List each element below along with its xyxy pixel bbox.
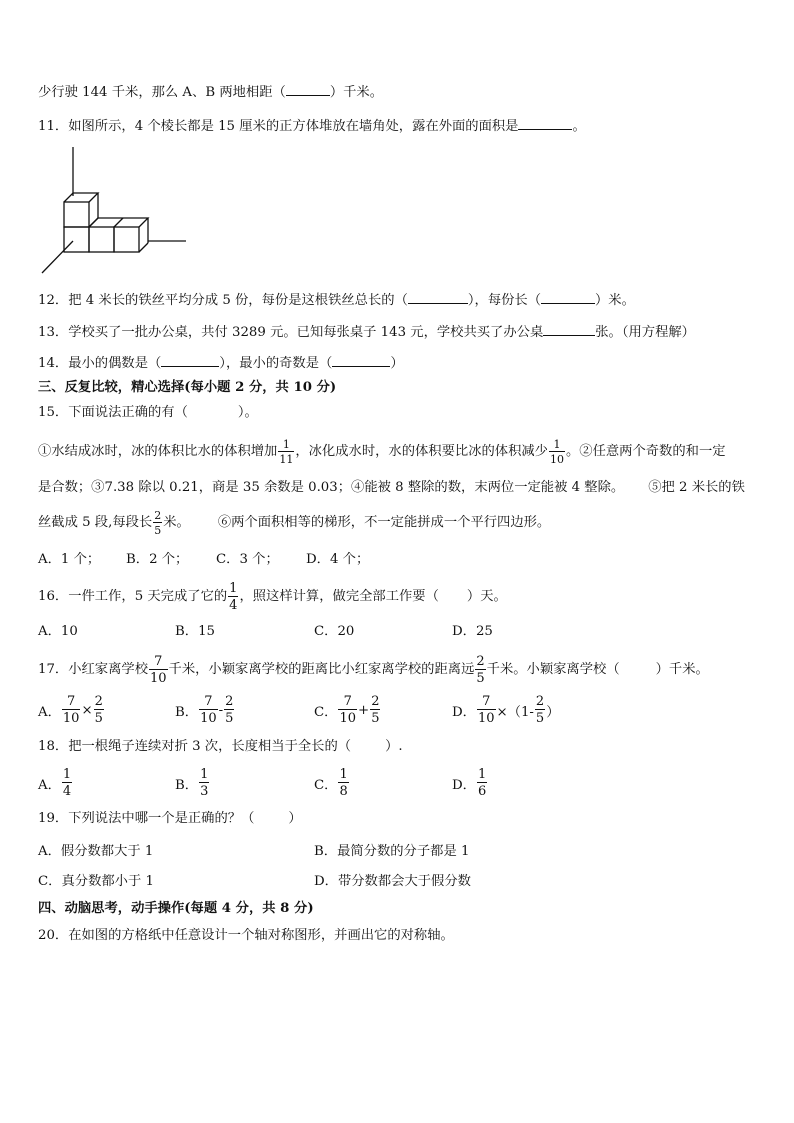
question-15-line-1: ①水结成冰时，冰的体积比水的体积增加 $\frac{1}{11}$ ，冰化成水时，水的体积要比冰的体积减少 $\frac{1}{10}$ 。②任意两个奇数的和一定 <box>38 437 726 466</box>
question-18: 18．把一根绳子连续对折 3 次，长度相当于全长的（ ）. <box>38 739 403 754</box>
answer-blank[interactable] <box>541 290 595 304</box>
answer-blank[interactable] <box>408 290 468 304</box>
question-16: 16．一件工作，5 天完成了它的 $\frac{1}{4}$ ，照这样计算，做完全部工作要（ ）天。 <box>38 580 507 613</box>
option-a[interactable]: A． $\frac{7}{10}$ × $\frac{2}{5}$ <box>38 694 103 726</box>
question-13: 13．学校买了一批办公桌，共付 3289 元。已知每张桌子 143 元，学校共买了办公桌 张。（用方程解） <box>38 322 695 343</box>
question-17-options <box>38 690 758 730</box>
option-c[interactable]: C． $\frac{7}{10}$ + $\frac{2}{5}$ <box>314 694 380 726</box>
option-c[interactable]: C．20 <box>314 624 355 639</box>
question-15-stem: 15．下面说法正确的有（ ）。 <box>38 405 258 420</box>
option-a[interactable]: A．假分数都大于 1 <box>38 844 154 859</box>
question-15-line-3: 丝截成 5 段,每段长 $\frac{2}{5}$ 米。 ⑥两个面积相等的梯形，不一定能拼成一个平行四边形。 <box>38 508 551 537</box>
question-12: 12．把 4 米长的铁丝平均分成 5 份，每份是这根铁丝总长的（ ），每份长（ ）米。 <box>38 290 635 311</box>
answer-blank[interactable] <box>518 116 572 130</box>
question-11: 11．如图所示，4 个棱长都是 15 厘米的正方体堆放在墙角处，露在外面的面积是 。 <box>38 116 586 137</box>
fraction: $\frac{1}{11}$ <box>279 437 294 466</box>
option-b[interactable]: B．最简分数的分子都是 1 <box>314 844 470 859</box>
option-d[interactable]: D． $\frac{7}{10}$ ×（1- $\frac{2}{5}$ ） <box>452 694 560 726</box>
question-20: 20．在如图的方格纸中任意设计一个轴对称图形，并画出它的对称轴。 <box>38 928 454 943</box>
answer-blank[interactable] <box>286 82 330 96</box>
option-a[interactable]: A．10 <box>38 624 78 639</box>
section-3-heading: 三、反复比较，精心选择(每小题 2 分，共 10 分) <box>38 380 337 395</box>
cubes-corner-figure <box>40 145 190 277</box>
answer-blank[interactable] <box>161 353 219 367</box>
question-17: 17．小红家离学校 $\frac{7}{10}$ 千米，小颖家离学校的距离比小红家离学校的距离远 $\frac{2}{5}$ 千米。小颖家离学校（ ）千米。 <box>38 653 709 686</box>
option-d[interactable]: D．带分数都会大于假分数 <box>314 874 471 889</box>
option-b[interactable]: B．2 个； <box>126 552 189 567</box>
fraction: $\frac{1}{10}$ <box>549 437 564 466</box>
option-a[interactable]: A．1 个； <box>38 552 101 567</box>
question-14: 14．最小的偶数是（ ），最小的奇数是（ ） <box>38 353 404 374</box>
answer-blank[interactable] <box>332 353 390 367</box>
question-19: 19．下列说法中哪一个是正确的？（ ） <box>38 811 302 826</box>
option-b[interactable]: B． $\frac{7}{10}$ - $\frac{2}{5}$ <box>175 694 234 726</box>
fraction: $\frac{7}{10}$ <box>150 653 167 686</box>
answer-blank[interactable] <box>543 322 595 336</box>
option-d[interactable]: D． $\frac{1}{6}$ <box>452 767 487 799</box>
fraction: $\frac{2}{5}$ <box>476 653 485 686</box>
section-4-heading: 四、动脑思考，动手操作(每题 4 分，共 8 分) <box>38 901 314 916</box>
option-c[interactable]: C．真分数都小于 1 <box>38 874 154 889</box>
option-d[interactable]: D．25 <box>452 624 493 639</box>
q10-tail: 少行驶 144 千米，那么 A、B 两地相距（ ）千米。 <box>38 82 383 103</box>
question-15-line-2: 是合数；③7.38 除以 0.21，商是 35 余数是 0.03；④能被 8 整除的数，末两位一定能被 4 整除。 ⑤把 2 米长的铁 <box>38 480 745 495</box>
option-d[interactable]: D．4 个； <box>306 552 370 567</box>
option-c[interactable]: C． $\frac{1}{8}$ <box>314 767 348 799</box>
fraction: $\frac{1}{4}$ <box>229 580 238 613</box>
option-b[interactable]: B．15 <box>175 624 215 639</box>
fraction: $\frac{2}{5}$ <box>154 508 162 537</box>
question-18-options <box>38 763 758 803</box>
option-a[interactable]: A． $\frac{1}{4}$ <box>38 767 72 799</box>
option-b[interactable]: B． $\frac{1}{3}$ <box>175 767 209 799</box>
option-c[interactable]: C．3 个； <box>216 552 279 567</box>
